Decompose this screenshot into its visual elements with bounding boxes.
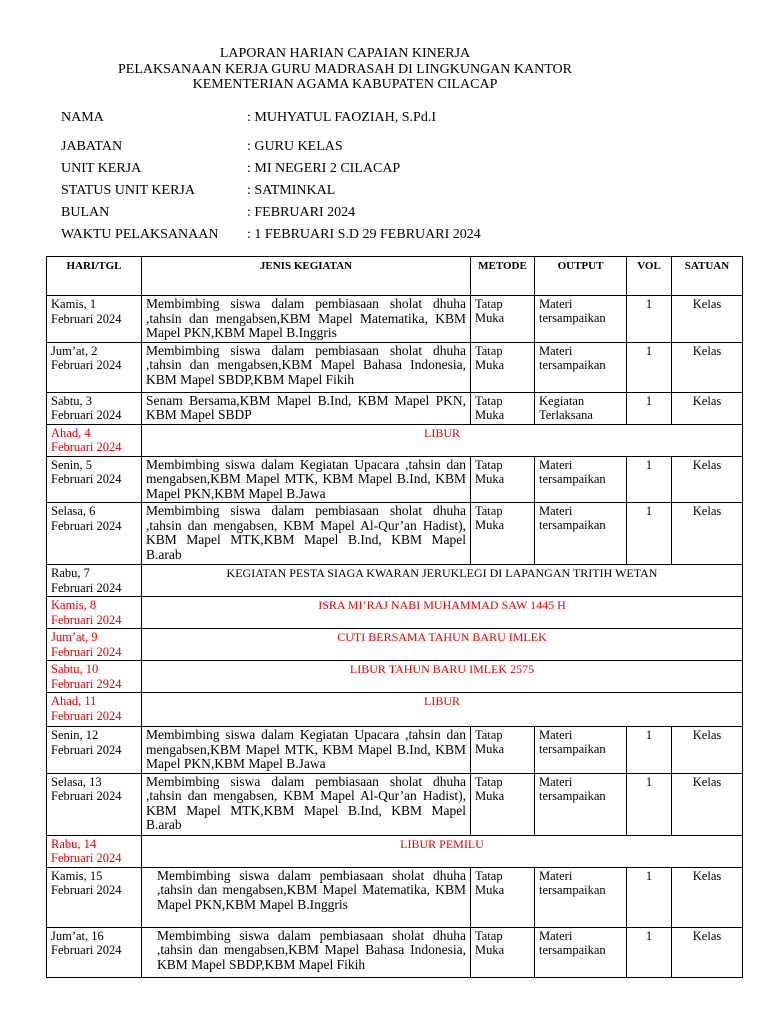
row-date: Jum’at, 9 Februari 2024 bbox=[47, 629, 142, 661]
row-date: Kamis, 1 Februari 2024 bbox=[47, 296, 142, 343]
table-row bbox=[47, 629, 743, 661]
row-unit: Kelas bbox=[672, 727, 743, 774]
info-row-nama bbox=[61, 107, 481, 129]
row-method: Tatap Muka bbox=[471, 867, 535, 927]
row-date: Senin, 5 Februari 2024 bbox=[47, 456, 142, 503]
row-note: CUTI BERSAMA TAHUN BARU IMLEK bbox=[142, 629, 743, 661]
table-row bbox=[47, 565, 743, 597]
table-row bbox=[47, 867, 743, 927]
report-title-line-2: PELAKSANAAN KERJA GURU MADRASAH DI LINGKUNGAN KANTOR bbox=[118, 61, 572, 77]
info-row-bulan bbox=[61, 202, 481, 224]
activity-table bbox=[46, 256, 743, 978]
col-header-satuan: SATUAN bbox=[672, 257, 743, 296]
row-unit: Kelas bbox=[672, 456, 743, 503]
row-method: Tatap Muka bbox=[471, 773, 535, 835]
info-value: : FEBRUARI 2024 bbox=[247, 205, 356, 220]
row-unit: Kelas bbox=[672, 773, 743, 835]
row-method: Tatap Muka bbox=[471, 727, 535, 774]
row-vol: 1 bbox=[627, 503, 672, 565]
row-method: Tatap Muka bbox=[471, 342, 535, 392]
row-vol: 1 bbox=[627, 296, 672, 343]
row-output: Materi tersampaikan bbox=[535, 296, 627, 343]
row-date: Rabu, 7 Februari 2024 bbox=[47, 565, 142, 597]
row-vol: 1 bbox=[627, 456, 672, 503]
row-unit: Kelas bbox=[672, 503, 743, 565]
row-date: Sabtu, 3 Februari 2024 bbox=[47, 392, 142, 424]
row-note: LIBUR PEMILU bbox=[142, 835, 743, 867]
table-row bbox=[47, 773, 743, 835]
info-row-unit-kerja bbox=[61, 158, 481, 180]
row-date: Rabu, 14 Februari 2024 bbox=[47, 835, 142, 867]
row-note: LIBUR TAHUN BARU IMLEK 2575 bbox=[142, 661, 743, 693]
row-output: Kegiatan Terlaksana bbox=[535, 392, 627, 424]
info-label: STATUS UNIT KERJA bbox=[61, 183, 195, 198]
table-row bbox=[47, 835, 743, 867]
row-output: Materi tersampaikan bbox=[535, 727, 627, 774]
info-label: JABATAN bbox=[61, 139, 123, 154]
info-value: : 1 FEBRUARI S.D 29 FEBRUARI 2024 bbox=[247, 227, 481, 242]
row-unit: Kelas bbox=[672, 867, 743, 927]
row-date: Ahad, 11 Februari 2024 bbox=[47, 693, 142, 727]
row-note: ISRA MI’RAJ NABI MUHAMMAD SAW 1445 H bbox=[142, 597, 743, 629]
info-label: BULAN bbox=[61, 205, 110, 220]
row-output: Materi tersampaikan bbox=[535, 927, 627, 977]
info-value: : MUHYATUL FAOZIAH, S.Pd.I bbox=[247, 110, 437, 125]
row-method: Tatap Muka bbox=[471, 927, 535, 977]
info-value: : SATMINKAL bbox=[247, 183, 336, 198]
table-row bbox=[47, 727, 743, 774]
row-date: Senin, 12 Februari 2024 bbox=[47, 727, 142, 774]
table-row bbox=[47, 456, 743, 503]
col-header-metode: METODE bbox=[471, 257, 535, 296]
table-row bbox=[47, 927, 743, 977]
table-body bbox=[47, 296, 743, 978]
row-method: Tatap Muka bbox=[471, 503, 535, 565]
row-vol: 1 bbox=[627, 392, 672, 424]
row-date: Jum’at, 16 Februari 2024 bbox=[47, 927, 142, 977]
info-label: WAKTU PELAKSANAAN bbox=[61, 227, 219, 242]
row-vol: 1 bbox=[627, 867, 672, 927]
col-header-jenis-kegiatan: JENIS KEGIATAN bbox=[142, 257, 471, 296]
row-activity: Senam Bersama,KBM Mapel B.Ind, KBM Mapel PKN, KBM Mapel SBDP bbox=[142, 392, 471, 424]
row-vol: 1 bbox=[627, 342, 672, 392]
info-row-jabatan bbox=[61, 136, 481, 158]
table-row bbox=[47, 693, 743, 727]
row-output: Materi tersampaikan bbox=[535, 342, 627, 392]
row-unit: Kelas bbox=[672, 296, 743, 343]
row-date: Selasa, 13 Februari 2024 bbox=[47, 773, 142, 835]
info-value: : GURU KELAS bbox=[247, 139, 343, 154]
row-note: LIBUR bbox=[142, 693, 743, 727]
row-output: Materi tersampaikan bbox=[535, 503, 627, 565]
row-output: Materi tersampaikan bbox=[535, 456, 627, 503]
table-row bbox=[47, 661, 743, 693]
info-label: NAMA bbox=[61, 110, 104, 125]
row-activity: Membimbing siswa dalam pembiasaan sholat dhuha ,tahsin dan mengabsen, KBM Mapel Al-Qur’an Hadist), KBM Mapel MTK,KBM Mapel B.Ind, KBM Mapel B.arab bbox=[142, 773, 471, 835]
row-date: Jum’at, 2 Februari 2024 bbox=[47, 342, 142, 392]
row-note: LIBUR bbox=[142, 424, 743, 456]
row-output: Materi tersampaikan bbox=[535, 867, 627, 927]
row-output: Materi tersampaikan bbox=[535, 773, 627, 835]
report-title-line-3: KEMENTERIAN AGAMA KABUPATEN CILACAP bbox=[192, 77, 498, 92]
row-activity: Membimbing siswa dalam pembiasaan sholat dhuha ,tahsin dan mengabsen,KBM Mapel Bahasa Indonesia, KBM Mapel SBDP,KBM Mapel Fikih bbox=[142, 342, 471, 392]
info-value: : MI NEGERI 2 CILACAP bbox=[247, 161, 401, 176]
table-row bbox=[47, 597, 743, 629]
table-row bbox=[47, 424, 743, 456]
info-row-status bbox=[61, 180, 481, 202]
col-header-output: OUTPUT bbox=[535, 257, 627, 296]
row-date: Kamis, 8 Februari 2024 bbox=[47, 597, 142, 629]
row-method: Tatap Muka bbox=[471, 296, 535, 343]
table-header-row bbox=[47, 257, 743, 296]
row-activity: Membimbing siswa dalam pembiasaan sholat dhuha ,tahsin dan mengabsen,KBM Mapel Matematika, KBM Mapel PKN,KBM Mapel B.Inggris bbox=[142, 867, 471, 927]
col-header-hari-tgl: HARI/TGL bbox=[47, 257, 142, 296]
row-date: Kamis, 15 Februari 2024 bbox=[47, 867, 142, 927]
row-unit: Kelas bbox=[672, 392, 743, 424]
row-activity: Membimbing siswa dalam Kegiatan Upacara ,tahsin dan mengabsen,KBM Mapel MTK, KBM Mapel B.Ind, KBM Mapel PKN,KBM Mapel B.Jawa bbox=[142, 456, 471, 503]
table-row bbox=[47, 296, 743, 343]
row-activity: Membimbing siswa dalam Kegiatan Upacara ,tahsin dan mengabsen,KBM Mapel MTK, KBM Mapel B.Ind, KBM Mapel PKN,KBM Mapel B.Jawa bbox=[142, 727, 471, 774]
row-unit: Kelas bbox=[672, 927, 743, 977]
row-method: Tatap Muka bbox=[471, 456, 535, 503]
row-vol: 1 bbox=[627, 927, 672, 977]
row-date: Ahad, 4 Februari 2024 bbox=[47, 424, 142, 456]
row-unit: Kelas bbox=[672, 342, 743, 392]
row-activity: Membimbing siswa dalam pembiasaan sholat dhuha ,tahsin dan mengabsen, KBM Mapel Al-Qur’an Hadist), KBM Mapel MTK,KBM Mapel B.Ind, KBM Mapel B.arab bbox=[142, 503, 471, 565]
row-vol: 1 bbox=[627, 773, 672, 835]
row-note: KEGIATAN PESTA SIAGA KWARAN JERUKLEGI DI LAPANGAN TRITIH WETAN bbox=[142, 565, 743, 597]
row-date: Sabtu, 10 Februari 2924 bbox=[47, 661, 142, 693]
table-row bbox=[47, 392, 743, 424]
report-title-line-1: LAPORAN HARIAN CAPAIAN KINERJA bbox=[219, 46, 471, 61]
identity-info bbox=[61, 107, 481, 246]
row-vol: 1 bbox=[627, 727, 672, 774]
row-date: Selasa, 6 Februari 2024 bbox=[47, 503, 142, 565]
row-method: Tatap Muka bbox=[471, 392, 535, 424]
row-activity: Membimbing siswa dalam pembiasaan sholat dhuha ,tahsin dan mengabsen,KBM Mapel Bahasa Indonesia, KBM Mapel SBDP,KBM Mapel Fikih bbox=[142, 927, 471, 977]
info-row-waktu bbox=[61, 224, 481, 246]
table-row bbox=[47, 503, 743, 565]
table-row bbox=[47, 342, 743, 392]
row-activity: Membimbing siswa dalam pembiasaan sholat dhuha ,tahsin dan mengabsen,KBM Mapel Matematika, KBM Mapel PKN,KBM Mapel B.Inggris bbox=[142, 296, 471, 343]
info-label: UNIT KERJA bbox=[61, 161, 142, 176]
col-header-vol: VOL bbox=[627, 257, 672, 296]
report-title-block bbox=[0, 46, 690, 93]
